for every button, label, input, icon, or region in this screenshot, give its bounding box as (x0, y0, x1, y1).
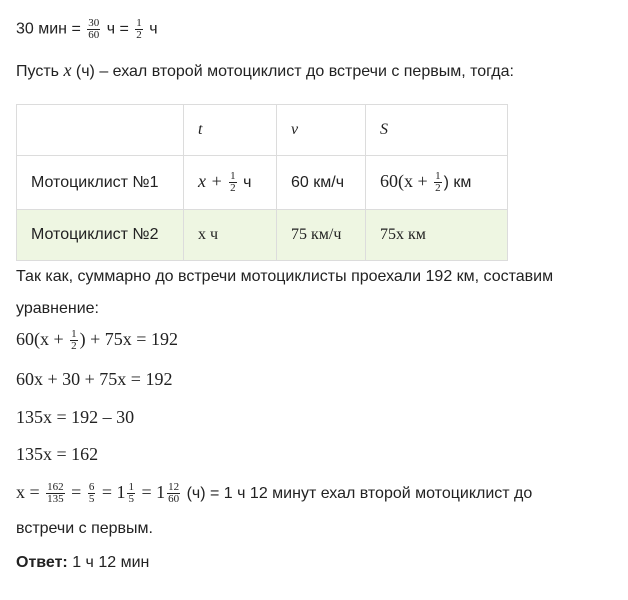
cell-speed: 60 км/ч (277, 156, 366, 210)
cell-time: x ч (184, 210, 277, 261)
equation-5-continuation: встречи с первым. (16, 520, 153, 537)
paragraph-line-1: Так как, суммарно до встречи мотоциклисты проехали 192 км, составим (16, 268, 554, 285)
conversion-text-b: ч = (102, 20, 134, 38)
distance-unit: ) км (443, 173, 472, 191)
fraction-denominator: 2 (136, 29, 142, 41)
header-cell-t: t (184, 105, 277, 156)
equation-2: 60x + 30 + 75x = 192 (16, 369, 173, 389)
fraction-denominator: 2 (435, 182, 441, 195)
equation-1-pre: 60(x + (16, 329, 69, 349)
time-expr: x + (198, 170, 228, 191)
assumption-text-b: (ч) – ехал второй мотоциклист до встречи с первым, тогда: (71, 63, 514, 80)
fraction-numerator: 30 (88, 17, 100, 29)
cell-distance (366, 156, 508, 210)
variable-x: x (63, 60, 72, 80)
equation-4: 135x = 162 (16, 444, 99, 464)
fraction-denominator: 60 (168, 493, 180, 506)
motion-table (16, 104, 508, 261)
fraction-numerator: 162 (47, 481, 64, 494)
fraction-numerator: 1 (128, 481, 134, 494)
conversion-text-a: 30 мин = (16, 20, 86, 38)
header-cell-empty (17, 105, 184, 156)
conversion-line (16, 18, 158, 41)
equation-5-d: = 1 (136, 482, 166, 502)
fraction-numerator: 12 (168, 481, 180, 494)
fraction-162-135 (46, 482, 65, 505)
fraction-1-2 (70, 329, 78, 352)
equation-1-post: ) + 75x = 192 (79, 329, 178, 349)
equation-5-e: (ч) = 1 ч 12 минут ехал второй мотоциклист до (182, 485, 533, 502)
table-row-motorcyclist-1 (17, 156, 508, 210)
fraction-numerator: 1 (230, 170, 236, 183)
row-label: Мотоциклист №1 (17, 156, 184, 210)
fraction-1-2 (229, 171, 237, 194)
fraction-numerator: 1 (435, 170, 441, 183)
time-unit: ч (238, 173, 252, 191)
fraction-1-2 (135, 18, 143, 41)
equation-1 (16, 329, 178, 352)
equation-5-c: = 1 (97, 482, 126, 502)
fraction-denominator: 2 (71, 340, 77, 353)
fraction-numerator: 1 (136, 17, 142, 29)
conversion-text-c: ч (144, 20, 158, 38)
fraction-1-2 (434, 171, 442, 194)
fraction-denominator: 5 (88, 493, 95, 506)
answer-value: 1 ч 12 мин (67, 554, 150, 571)
equation-3: 135x = 192 – 30 (16, 407, 135, 427)
fraction-12-60 (167, 482, 180, 505)
fraction-denominator: 2 (230, 182, 236, 195)
table-header-row (17, 105, 508, 156)
table-row-motorcyclist-2 (17, 210, 508, 261)
cell-time (184, 156, 277, 210)
equation-5-a: x = (16, 482, 45, 502)
equation-5 (16, 482, 532, 505)
fraction-6-5 (88, 482, 96, 505)
cell-distance: 75x км (366, 210, 508, 261)
fraction-numerator: 1 (71, 328, 77, 341)
header-cell-s: S (366, 105, 508, 156)
fraction-numerator: 6 (88, 481, 95, 494)
fraction-denominator: 135 (47, 493, 64, 506)
header-cell-v: v (277, 105, 366, 156)
fraction-30-60 (87, 18, 100, 41)
fraction-denominator: 5 (128, 493, 134, 506)
equation-5-b: = (66, 482, 86, 502)
fraction-1-5 (127, 482, 135, 505)
distance-expr: 60(x + (380, 170, 433, 191)
assumption-line (16, 60, 514, 81)
row-label: Мотоциклист №2 (17, 210, 184, 261)
cell-speed: 75 км/ч (277, 210, 366, 261)
answer-label: Ответ: (16, 554, 68, 571)
assumption-text-a: Пусть (16, 63, 64, 80)
answer-line (16, 554, 149, 572)
fraction-denominator: 60 (88, 29, 100, 41)
paragraph-line-2: уравнение: (16, 300, 99, 317)
